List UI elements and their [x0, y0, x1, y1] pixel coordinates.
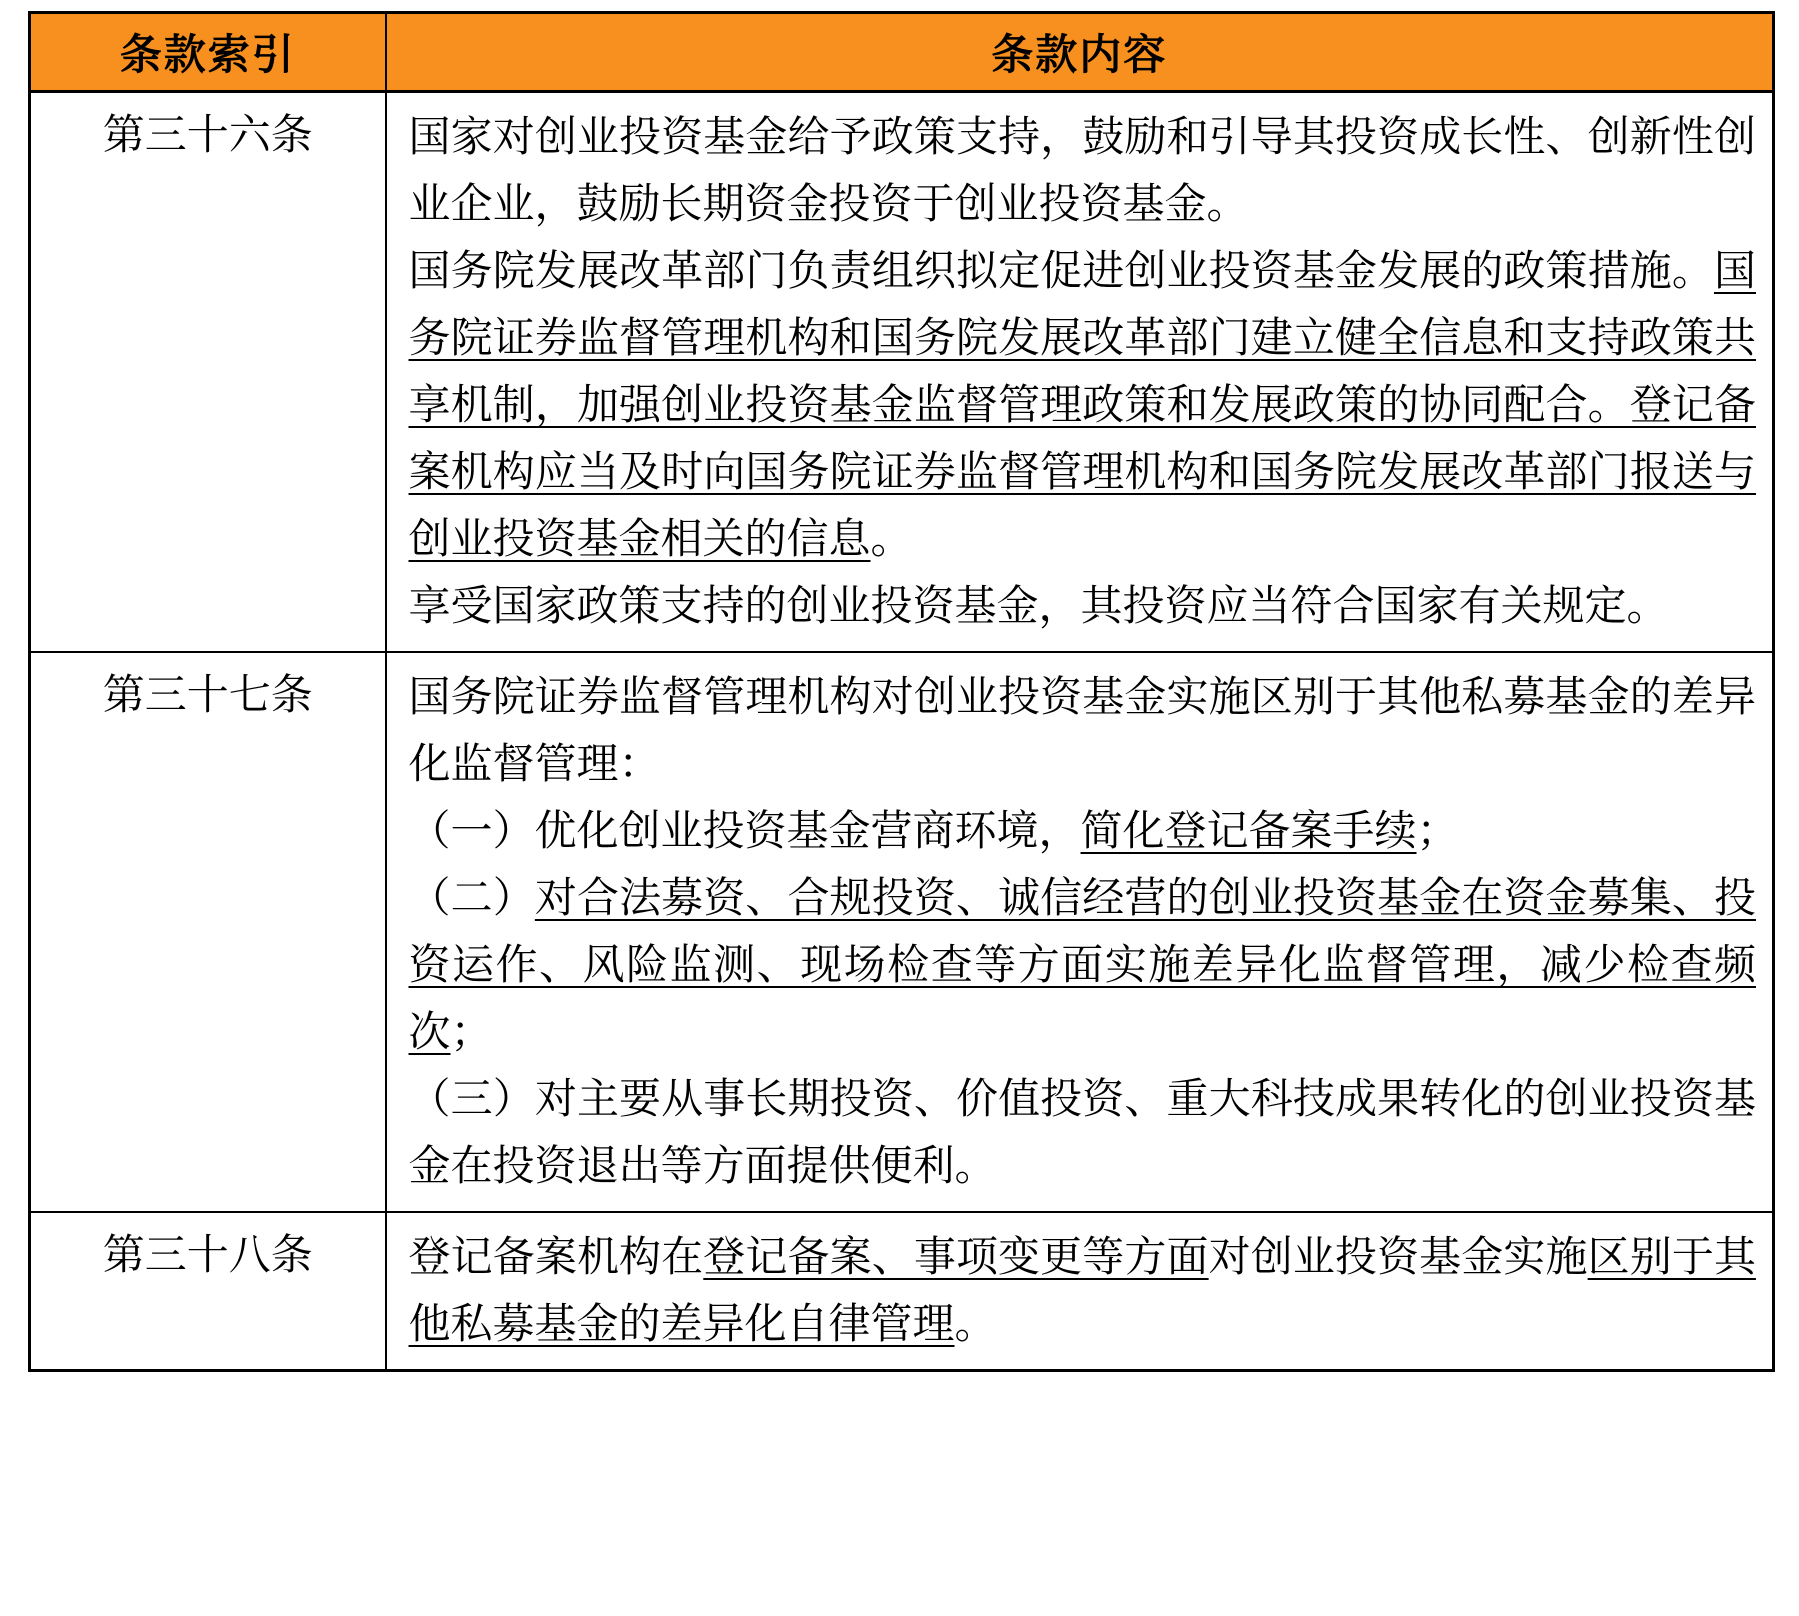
clause-paragraph	[409, 797, 1757, 864]
clause-text: 国家对创业投资基金给予政策支持，鼓励和引导其投资成长性、创新性创业企业，鼓励长期资金投资于创业投资基金。	[408, 112, 1756, 228]
underlined-text: 对合法募资、合规投资、诚信经营的创业投资基金在资金募集、投资运作、风险监测、现场检查等方面实施差异化监督管理，减少检查频次	[408, 873, 1756, 1056]
table-row	[30, 652, 1774, 1212]
clause-content	[386, 1212, 1774, 1371]
clause-text: （三）对主要从事长期投资、价值投资、重大科技成果转化的创业投资基金在投资退出等方面提供便利。	[408, 1074, 1756, 1190]
underlined-text: 登记备案、事项变更等方面	[703, 1232, 1209, 1281]
clause-text: （一）优化创业投资基金营商环境，	[408, 806, 1081, 855]
clause-paragraph	[409, 1223, 1757, 1357]
header-clause-content: 条款内容	[386, 13, 1774, 92]
clause-paragraph	[409, 103, 1757, 237]
clause-paragraph	[409, 663, 1757, 797]
clause-paragraph	[409, 572, 1757, 639]
clause-text: 国务院证券监督管理机构对创业投资基金实施区别于其他私募基金的差异化监督管理：	[408, 672, 1756, 788]
clause-text: 。	[870, 514, 913, 563]
underlined-text: 国务院证券监督管理机构和国务院发展改革部门建立健全信息和支持政策共享机制，加强创业投资基金监督管理政策和发展政策的协同配合。登记备案机构应当及时向国务院证券监督管理机构和国务院发展改革部门报送与创业投资基金相关的信息	[408, 246, 1756, 563]
clause-index: 第三十七条	[30, 652, 386, 1212]
clause-text: 享受国家政策支持的创业投资基金，其投资应当符合国家有关规定。	[408, 581, 1669, 630]
clause-content	[386, 92, 1774, 653]
underlined-text: 区别于其他私募基金的差异化自律管理	[408, 1232, 1756, 1348]
clause-text: 对创业投资基金实施	[1208, 1232, 1588, 1281]
clause-text: ；	[450, 1007, 493, 1056]
clause-text: （二）	[408, 873, 535, 922]
table-header-row	[30, 13, 1774, 92]
clauses-body	[30, 92, 1774, 1371]
underlined-text: 简化登记备案手续	[1080, 806, 1417, 855]
clause-text: ；	[1416, 806, 1459, 855]
table-row	[30, 92, 1774, 653]
clause-index: 第三十六条	[30, 92, 386, 653]
clause-paragraph	[409, 864, 1757, 1065]
clause-paragraph	[409, 237, 1757, 572]
clauses-table	[28, 11, 1775, 1372]
table-row	[30, 1212, 1774, 1371]
clause-text: 国务院发展改革部门负责组织拟定促进创业投资基金发展的政策措施。	[408, 246, 1714, 295]
clause-paragraph	[409, 1065, 1757, 1199]
header-clause-index: 条款索引	[30, 13, 386, 92]
clause-index: 第三十八条	[30, 1212, 386, 1371]
clause-text: 。	[954, 1299, 997, 1348]
clause-content	[386, 652, 1774, 1212]
clause-text: 登记备案机构在	[408, 1232, 704, 1281]
